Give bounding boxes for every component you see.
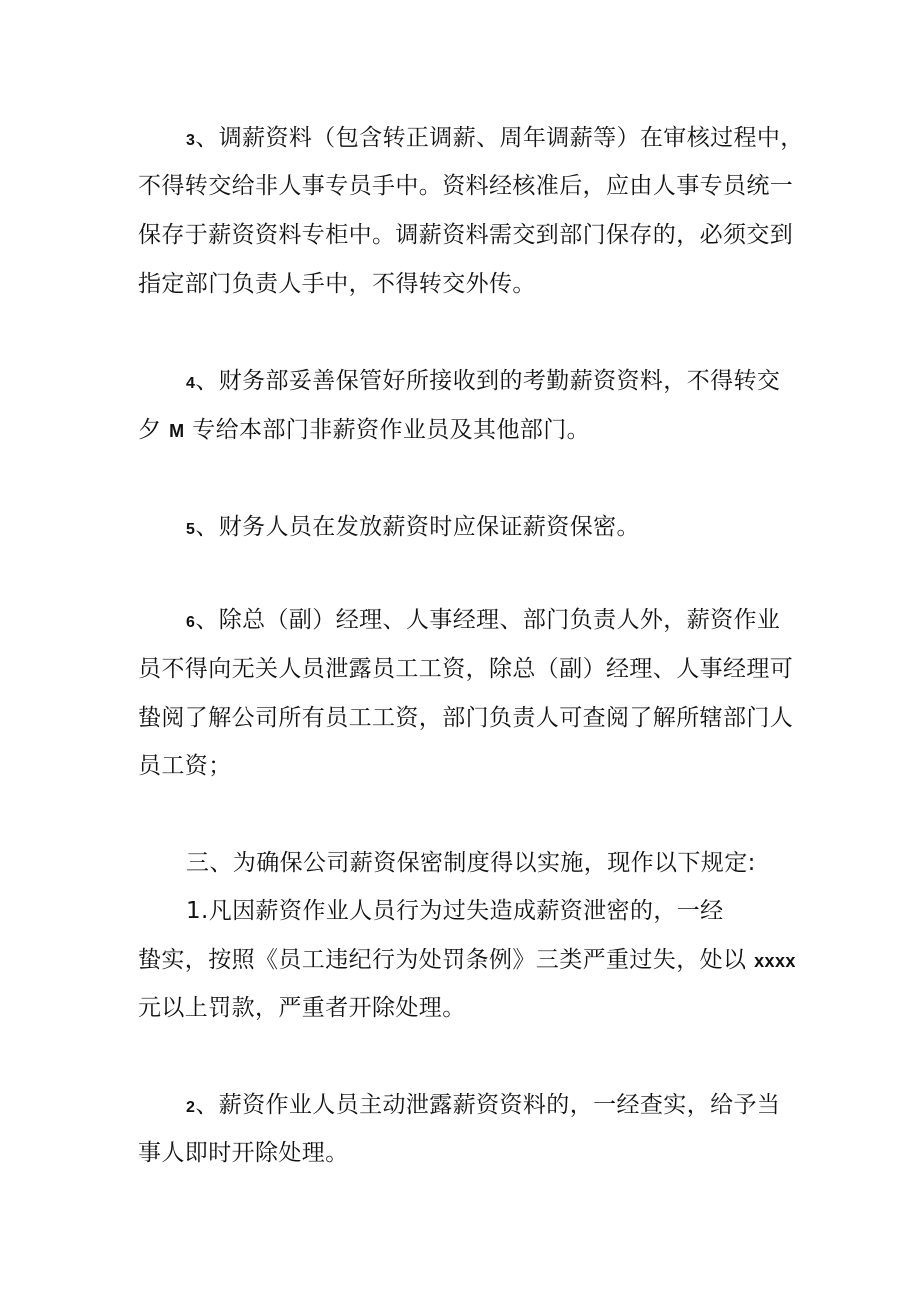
paragraph-6-line-4: 员工资； xyxy=(138,753,232,779)
paragraph-4-line-1: 4、财务部妥善保管好所接收到的考勤薪资资料，不得转交 xyxy=(186,368,781,394)
paragraph-4-line-2: 夕 M 专给本部门非薪资作业员及其他部门。 xyxy=(138,417,591,443)
paragraph-6-line-2: 员不得向无关人员泄露员工工资，除总（副）经理、人事经理可 xyxy=(138,656,794,682)
section-3-rule-1-line-3: 元以上罚款，严重者开除处理。 xyxy=(138,995,466,1021)
section-3-rule-2-line-1: 2、薪资作业人员主动泄露薪资资料的，一经查实，给予当 xyxy=(186,1092,781,1118)
paragraph-6-line-1: 6、除总（副）经理、人事经理、部门负责人外，薪资作业 xyxy=(186,607,781,633)
section-3-rule-1-line-1: 1.凡因薪资作业人员行为过失造成薪资泄密的，一经 xyxy=(186,898,724,924)
paragraph-3-line-4: 指定部门负责人手中，不得转交外传。 xyxy=(138,271,536,297)
paragraph-5-line-1: 5、财务人员在发放薪资时应保证薪资保密。 xyxy=(186,514,640,540)
section-3-rule-1-line-2: 蛰实，按照《员工违纪行为处罚条例》三类严重过失，处以 xxxx xyxy=(138,947,796,973)
section-3-rule-2-line-2: 事人即时开除处理。 xyxy=(138,1140,349,1166)
paragraph-3-line-1: 3、调薪资料（包含转正调薪、周年调薪等）在审核过程中， xyxy=(186,125,804,151)
section-3-heading: 三、为确保公司薪资保密制度得以实施，现作以下规定: xyxy=(186,850,756,876)
paragraph-6-line-3: 蛰阅了解公司所有员工工资，部门负责人可查阅了解所辖部门人 xyxy=(138,705,794,731)
paragraph-3-line-3: 保存于薪资资料专柜中。调薪资料需交到部门保存的，必须交到 xyxy=(138,222,794,248)
paragraph-3-line-2: 不得转交给非人事专员手中。资料经核准后，应由人事专员统一 xyxy=(138,173,794,199)
